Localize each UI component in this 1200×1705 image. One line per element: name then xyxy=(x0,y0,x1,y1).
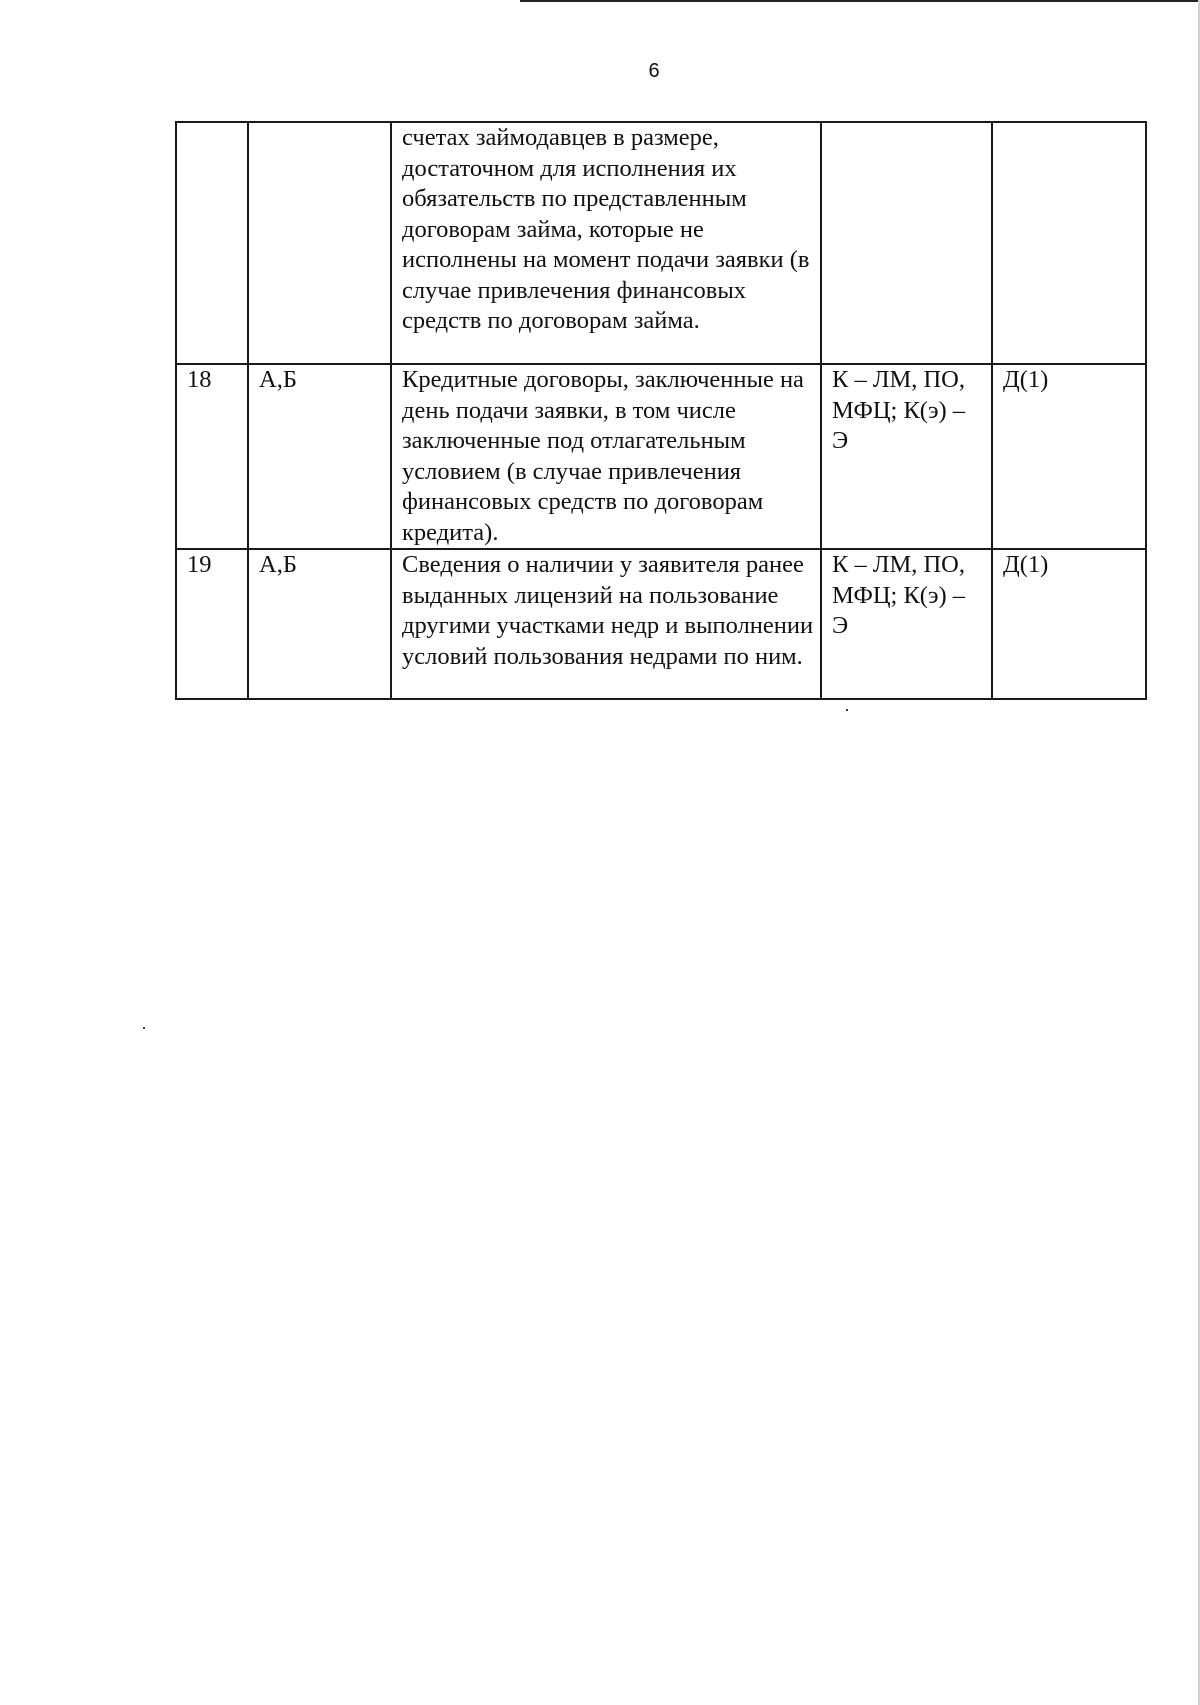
row-number-cell xyxy=(176,122,248,364)
scan-speck xyxy=(846,709,848,711)
row-code-cell: Д(1) xyxy=(992,364,1146,549)
page-number-text: 6 xyxy=(648,60,660,82)
row-type-cell: К – ЛМ, ПО, МФЦ; К(э) – Э xyxy=(821,364,992,549)
row-number-cell: 19 xyxy=(176,549,248,699)
row-number-cell: 18 xyxy=(176,364,248,549)
page-number xyxy=(0,60,1200,83)
scan-speck xyxy=(143,1027,145,1029)
row-group-cell xyxy=(248,122,391,364)
scan-top-edge-line xyxy=(520,0,1200,2)
table-row xyxy=(176,364,1146,549)
row-description-cell: счетах займодавцев в размере, достаточном для исполнения их обязательств по представленным договорам займа, которые не исполнены на момент подачи заявки (в случае привлечения финансовых средств по договорам займа. xyxy=(391,122,821,364)
row-group-cell: А,Б xyxy=(248,549,391,699)
requirements-table xyxy=(175,121,1147,700)
row-description-cell: Кредитные договоры, заключенные на день подачи заявки, в том числе заключенные под отлагательным условием (в случае привлечения финансовых средств по договорам кредита). xyxy=(391,364,821,549)
row-code-cell: Д(1) xyxy=(992,549,1146,699)
row-description-cell: Сведения о наличии у заявителя ранее выданных лицензий на пользование другими участками недр и выполнении условий пользования недрами по ним. xyxy=(391,549,821,699)
table-row xyxy=(176,549,1146,699)
row-type-cell: К – ЛМ, ПО, МФЦ; К(э) – Э xyxy=(821,549,992,699)
row-type-cell xyxy=(821,122,992,364)
table-row xyxy=(176,122,1146,364)
row-group-cell: А,Б xyxy=(248,364,391,549)
row-code-cell xyxy=(992,122,1146,364)
